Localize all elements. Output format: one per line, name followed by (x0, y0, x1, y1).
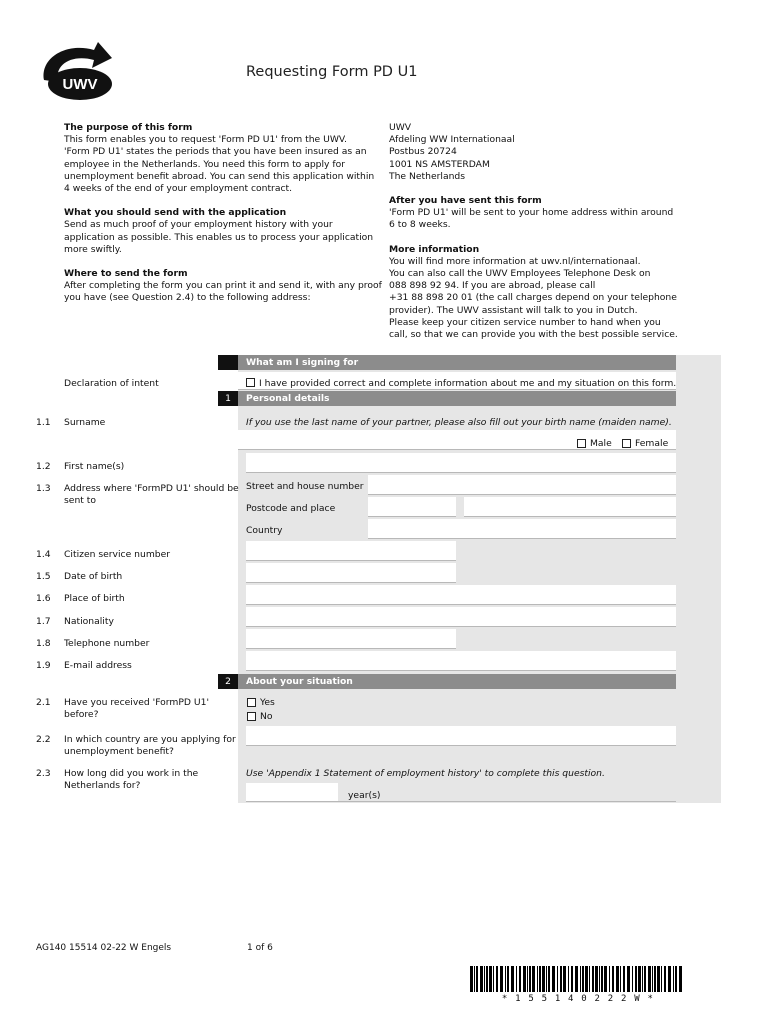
q2-2-number: 2.2 (36, 734, 51, 745)
telephone-field[interactable] (246, 629, 456, 649)
years-row-divider (338, 801, 676, 802)
address-line: 1001 NS AMSTERDAM (389, 158, 490, 170)
intro-line: 'Form PD U1' will be sent to your home address within around (389, 207, 674, 219)
intro-line: provider). The UWV assistant will talk to you in Dutch. (389, 304, 638, 316)
declaration-checkbox[interactable] (246, 378, 255, 387)
q2-3-number: 2.3 (36, 768, 51, 779)
country-field[interactable] (368, 519, 676, 539)
received-no-checkbox[interactable] (247, 712, 256, 721)
years-unit-label: year(s) (348, 790, 381, 801)
intro-line: unemployment benefit abroad. You can send this application within (64, 170, 375, 182)
q1-3-number: 1.3 (36, 483, 51, 494)
q2-1-number: 2.1 (36, 697, 51, 708)
section1-title: Personal details (238, 391, 676, 406)
received-no-label: No (260, 711, 273, 722)
postcode-field[interactable] (368, 497, 456, 517)
intro-line: application as possible. This enables us to process your application (64, 231, 374, 243)
q1-6-number: 1.6 (36, 593, 51, 604)
intro-line: This form enables you to request 'Form PD U1' from the UWV. (64, 134, 347, 146)
q2-3-label: How long did you work in the Netherlands for? (64, 768, 199, 791)
street-field[interactable] (368, 475, 676, 495)
intro-line: 4 weeks of the end of your employment contract. (64, 183, 293, 195)
intro-line: you have (see Question 2.4) to the following address: (64, 292, 311, 304)
q2-2-label: In which country are you applying for unemployment benefit? (64, 734, 236, 757)
female-label: Female (635, 438, 669, 449)
address-line: UWV (389, 122, 412, 133)
nationality-field[interactable] (246, 607, 676, 627)
declaration-label: Declaration of intent (64, 378, 159, 389)
section2-title: About your situation (238, 674, 676, 689)
address-line: The Netherlands (389, 170, 466, 182)
section1-number: 1 (218, 391, 238, 406)
q1-1-note: If you use the last name of your partner, please also fill out your birth name (maiden name). (246, 417, 672, 428)
address-line: Postbus 20724 (389, 146, 457, 158)
section2-number: 2 (218, 674, 238, 689)
q1-9-number: 1.9 (36, 660, 51, 671)
intro-left (64, 122, 384, 305)
q1-9-label: E-mail address (64, 660, 132, 671)
intro-line: After completing the form you can print it and send it, with any proof (64, 280, 382, 292)
page-number: 1 of 6 (247, 943, 273, 953)
q1-5-number: 1.5 (36, 571, 51, 582)
signing-marker (218, 355, 238, 370)
intro-line: Please keep your citizen service number to hand when you (389, 316, 661, 328)
female-checkbox[interactable] (622, 439, 631, 448)
applying-country-field[interactable] (246, 726, 676, 746)
q1-7-number: 1.7 (36, 616, 51, 627)
q1-4-label: Citizen service number (64, 549, 171, 560)
intro-line: +31 88 898 20 01 (the call charges depend on your telephone (389, 292, 677, 304)
intro-line: 'Form PD U1' states the periods that you have been insured as an (64, 146, 367, 158)
intro-line: You can also call the UWV Employees Telephone Desk on (389, 268, 651, 280)
street-label: Street and house number (246, 481, 364, 492)
place-of-birth-field[interactable] (246, 585, 676, 605)
first-name-field[interactable] (246, 453, 676, 473)
q1-1-number: 1.1 (36, 417, 51, 428)
page-title: Requesting Form PD U1 (246, 64, 418, 80)
send-heading: What you should send with the application (64, 207, 287, 219)
country-label: Country (246, 525, 283, 536)
info-heading: More information (389, 243, 480, 255)
intro-line: more swiftly. (64, 243, 122, 255)
postcode-label: Postcode and place (246, 503, 336, 514)
where-heading: Where to send the form (64, 268, 188, 280)
intro-line: You will find more information at uwv.nl/internationaal. (389, 255, 641, 267)
male-label: Male (590, 438, 612, 449)
q1-8-label: Telephone number (64, 638, 150, 649)
q1-3-label: Address where 'FormPD U1' should be sent to (64, 483, 239, 506)
intro-line: Send as much proof of your employment history with your (64, 219, 333, 231)
q1-5-label: Date of birth (64, 571, 123, 582)
q1-2-number: 1.2 (36, 461, 51, 472)
place-field[interactable] (464, 497, 676, 517)
q1-8-number: 1.8 (36, 638, 51, 649)
date-of-birth-field[interactable] (246, 563, 456, 583)
received-yes-label: Yes (260, 697, 275, 708)
intro-line: employee in the Netherlands. You need this form to apply for (64, 158, 346, 170)
q1-7-label: Nationality (64, 616, 114, 627)
declaration-checkbox-label: I have provided correct and complete information about me and my situation on this form. (259, 378, 677, 389)
q1-6-label: Place of birth (64, 593, 125, 604)
address-line: Afdeling WW Internationaal (389, 134, 515, 146)
barcode-text: * 1 5 5 1 4 0 2 2 2 W * (501, 994, 655, 1004)
intro-line: 088 898 92 94. If you are abroad, please call (389, 280, 596, 292)
svg-text:UWV: UWV (62, 76, 98, 93)
years-worked-field[interactable] (246, 783, 338, 802)
uwv-logo (36, 38, 116, 104)
email-field[interactable] (246, 651, 676, 671)
male-checkbox[interactable] (577, 439, 586, 448)
q1-1-label: Surname (64, 417, 106, 428)
q2-1-label: Have you received 'FormPD U1' before? (64, 697, 209, 720)
q1-2-label: First name(s) (64, 461, 125, 472)
purpose-heading: The purpose of this form (64, 122, 193, 133)
q1-4-number: 1.4 (36, 549, 51, 560)
barcode (470, 966, 686, 992)
q2-3-note: Use 'Appendix 1 Statement of employment history' to complete this question. (246, 768, 605, 779)
form-code: AG140 15514 02-22 W Engels (36, 943, 172, 953)
intro-line: call, so that we can provide you with the best possible service. (389, 329, 678, 341)
citizen-service-number-field[interactable] (246, 541, 456, 561)
intro-line: 6 to 8 weeks. (389, 219, 451, 231)
intro-right (389, 122, 689, 341)
received-yes-checkbox[interactable] (247, 698, 256, 707)
signing-bar: What am I signing for (238, 355, 676, 370)
after-heading: After you have sent this form (389, 195, 542, 207)
